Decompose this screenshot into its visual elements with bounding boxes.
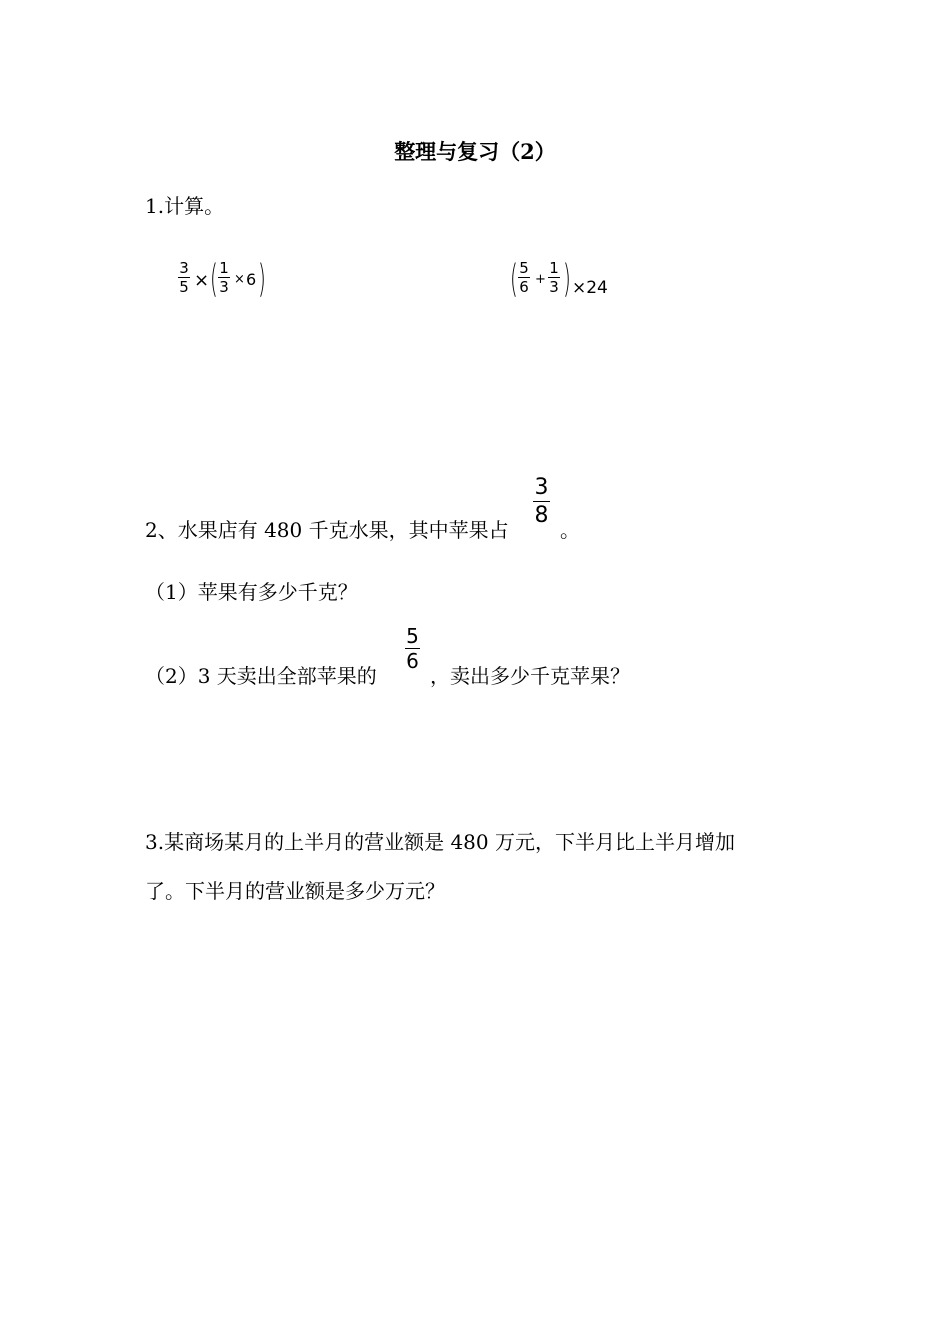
left-paren: (: [510, 255, 518, 301]
times-24: ×24: [572, 278, 608, 298]
numerator: 5: [519, 259, 529, 277]
denominator: 8: [534, 503, 549, 528]
fraction: [405, 624, 420, 673]
q2-sub1: （1）苹果有多少千克？: [145, 580, 358, 604]
q2-stem-end: 。: [560, 518, 580, 542]
denominator: 3: [219, 278, 229, 296]
plus-sign: +: [535, 272, 546, 287]
right-paren: ): [258, 255, 266, 301]
numerator: 1: [549, 259, 559, 277]
numerator: 3: [179, 259, 189, 277]
q2-stem: 2、水果店有 480 千克水果，其中苹果占: [145, 518, 509, 542]
factor: 6: [246, 270, 257, 289]
fraction: [518, 259, 530, 296]
numerator: 1: [219, 259, 229, 277]
q1-prompt: 1.计算。: [145, 194, 225, 218]
denominator: 3: [549, 278, 559, 296]
denominator: 6: [406, 649, 419, 673]
page-title: 整理与复习（2）: [394, 139, 556, 164]
fraction: [218, 259, 230, 296]
left-paren: (: [210, 255, 218, 301]
times-sign: ×: [234, 272, 245, 287]
q3-line-2: 了。下半月的营业额是多少万元？: [145, 879, 445, 903]
q3-line-1: 3.某商场某月的上半月的营业额是 480 万元，下半月比上半月增加: [145, 830, 735, 854]
q2-sub2-start: （2）3 天卖出全部苹果的: [145, 664, 377, 688]
fraction: [533, 474, 550, 529]
denominator: 5: [179, 278, 189, 296]
right-paren: ): [563, 255, 571, 301]
fraction: [548, 259, 560, 296]
times-sign: ×: [194, 270, 210, 291]
fraction: [178, 259, 190, 296]
denominator: 6: [519, 278, 529, 296]
numerator: 3: [534, 475, 549, 500]
q2-sub2-end: ，卖出多少千克苹果？: [430, 664, 630, 688]
numerator: 5: [406, 624, 419, 648]
